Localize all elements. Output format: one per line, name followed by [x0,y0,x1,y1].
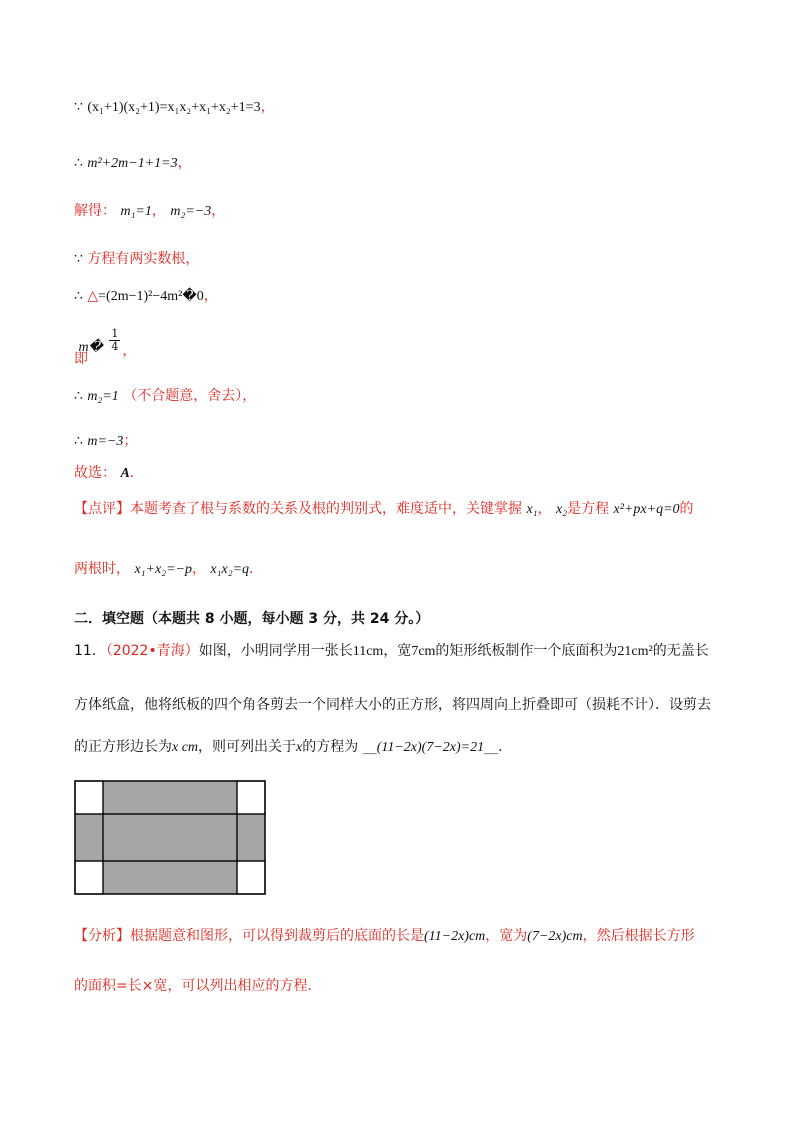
root-x1: x₁ [526,502,538,517]
root-m1: m₁=1 [120,204,152,219]
solution-line-4 [74,248,199,268]
therefore-symbol: ∴ [74,388,83,404]
m-result: m=−3 [87,434,124,449]
real-roots-text: 方程有两实数根， [87,251,200,267]
analysis-label: 【分析】 [74,928,130,944]
fraction-numerator: 1 [111,327,119,340]
root-x2: x₂ [556,502,568,517]
question-text: ，宽 [383,643,412,659]
fraction-denominator: 4 [111,340,119,353]
punctuation: ， [260,99,275,115]
question-number: 11． [74,643,106,659]
solution-line-7 [74,385,256,405]
blank-underline: __ [484,739,499,755]
solve-label: 解得： [74,203,116,219]
punctuation: ， [177,155,192,171]
solution-line-5 [74,285,218,305]
answer-equation: (11−2x)(7−2x)=21 [376,740,485,755]
comment-line-1 [74,498,694,518]
blank-underline: __ [362,739,377,755]
question-text: 如图，小明同学用一张长 [198,643,353,659]
fraction-one-quarter [109,328,120,353]
analysis-text: ，然后根据长方形 [582,928,695,944]
corner-square-bottom-right [237,861,265,894]
therefore-symbol: ∴ [74,155,83,171]
question-line-1 [74,640,709,660]
delta-symbol: △ [87,288,99,304]
analysis-line-2: 的面积=长×宽，可以列出相应的方程． [74,978,322,994]
analysis-text: 根据题意和图形，可以得到裁剪后的底面的长是 [130,928,424,944]
question-text: 的正方形边长为 [74,739,172,755]
punctuation: ． [249,561,264,577]
question-text: 的无盖长 [652,643,709,659]
expansion-equation: (x₁+1)(x₂+1)=x₁x₂+x₁+x₂+1=3 [87,100,261,115]
comment-line-2 [74,558,263,578]
base-width-expr: (7−2x)cm [527,929,583,944]
analysis-line-1 [74,925,695,945]
m-inequality: m� [78,339,103,355]
answer-choice: A [120,466,130,481]
question-text: ，则可列出关于 [198,739,297,755]
because-symbol: ∵ [74,99,83,115]
side-length-variable: x cm [172,740,199,755]
because-symbol: ∵ [74,251,83,267]
area-value: 21cm² [617,644,653,659]
punctuation: ， [151,203,166,219]
solution-line-3 [74,200,225,220]
punctuation: ； [123,433,138,449]
comment-text: 的 [679,501,694,517]
cardboard-figure [74,780,268,898]
punctuation: ， [191,561,206,577]
root-m2: m₂=−3 [170,204,212,219]
question-source: （2022•青海） [105,643,199,659]
punctuation: ． [498,739,513,755]
question-line-3 [74,736,512,756]
discriminant-inequality: =(2m−1)²−4m²�0 [98,289,204,304]
sum-of-roots: x₁+x₂=−p [134,562,192,577]
m-equation: m²+2m−1+1=3 [87,156,178,171]
ji-label: 即 [74,350,88,367]
solution-line-1 [74,96,275,116]
comment-text: 本题考查了根与系数的关系及根的判别式，难度适中，关键掌握 [130,501,522,517]
punctuation: ， [203,288,218,304]
length-value: 11cm [352,644,384,659]
solution-line-2 [74,152,192,172]
product-of-roots: x₁x₂=q [210,562,250,577]
choose-label: 故选： [74,465,116,481]
variable-x: x [296,740,303,755]
punctuation: ， [537,501,552,517]
question-text: 的方程为 [302,739,359,755]
analysis-text: ，宽为 [485,928,528,944]
corner-square-top-right [237,781,265,814]
punctuation: ， [211,203,226,219]
width-value: 7cm [411,644,436,659]
base-length-expr: (11−2x)cm [424,929,486,944]
section-heading: 二．填空题（本题共 8 小题，每小题 3 分，共 24 分。） [74,611,430,627]
punctuation: ， [122,342,137,359]
therefore-symbol: ∴ [74,288,83,304]
solution-line-9 [74,462,144,482]
punctuation: ． [129,465,144,481]
corner-square-top-left [75,781,103,814]
question-line-2: 方体纸盒，他将纸板的四个角各剪去一个同样大小的正方形，将四周向上折叠即可（损耗不计）．设剪去 [74,697,711,713]
discard-note: （不合题意，舍去）， [123,388,257,404]
comment-label: 【点评】 [74,501,130,517]
quadratic-equation: x²+px+q=0 [613,502,680,517]
m2-value: m₂=1 [87,389,119,404]
comment-text: 两根时， [74,561,130,577]
corner-square-bottom-left [75,861,103,894]
comment-text: 是方程 [567,501,610,517]
question-text: 的矩形纸板制作一个底面积为 [435,643,618,659]
solution-line-6 [74,327,146,367]
solution-line-8 [74,430,137,450]
therefore-symbol: ∴ [74,433,83,449]
